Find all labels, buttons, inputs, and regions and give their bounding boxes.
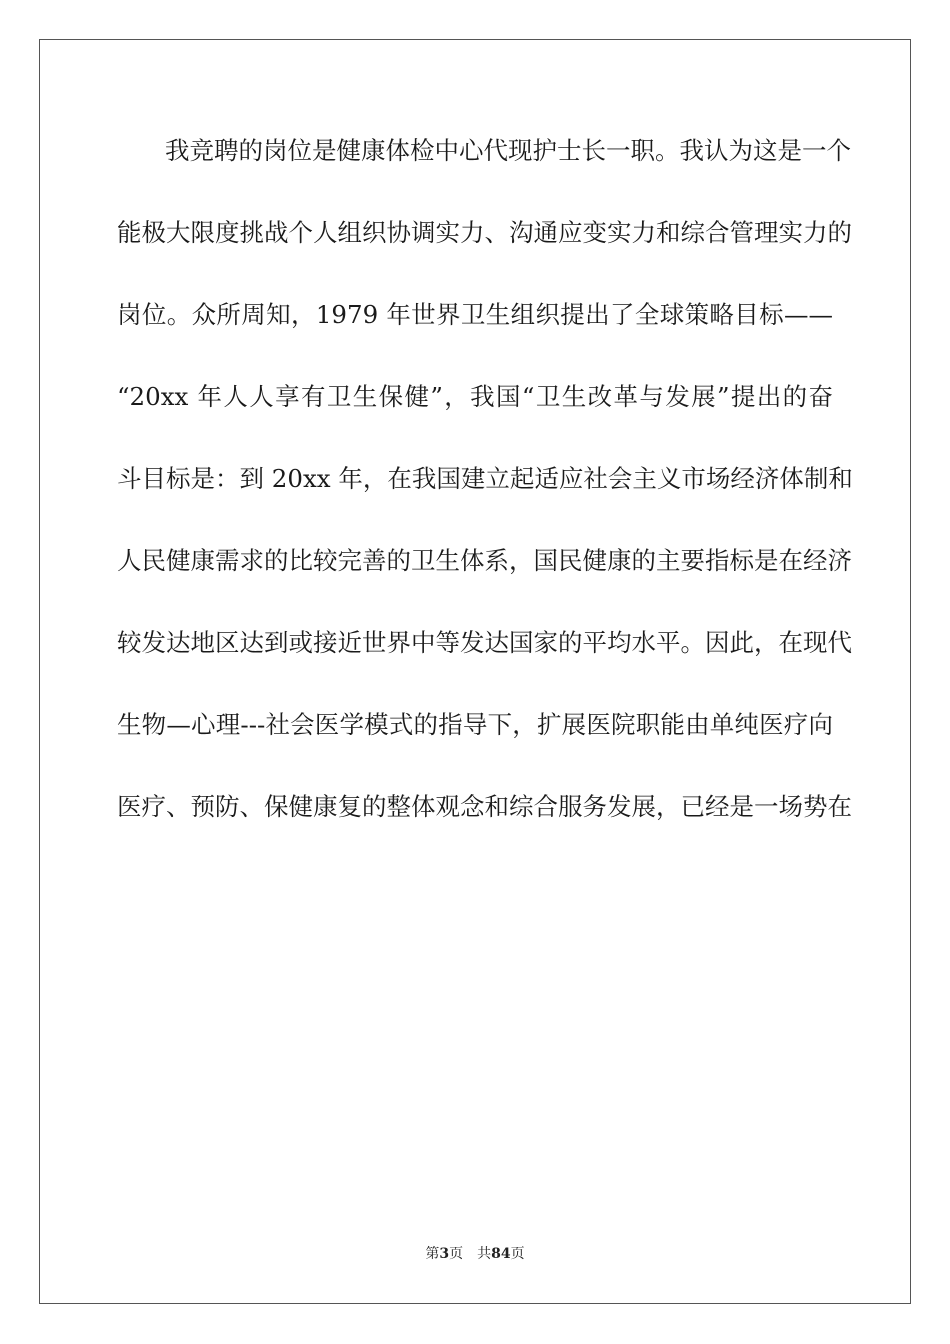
page-suffix: 页 [449,1246,464,1262]
body-line-6: 人民健康需求的比较完善的卫生体系，国民健康的主要指标是在经济 [117,546,852,575]
page-footer [0,1244,950,1264]
total-suffix: 页 [510,1246,525,1262]
total-pages: 84 [491,1246,511,1262]
total-prefix: 共 [477,1246,492,1262]
page-number: 3 [439,1246,450,1262]
body-line-5: 斗目标是：到 20xx 年，在我国建立起适应社会主义市场经济体制和 [117,464,853,493]
body-line-9: 医疗、预防、保健康复的整体观念和综合服务发展，已经是一场势在 [117,792,852,821]
body-line-8: 生物—心理---社会医学模式的指导下，扩展医院职能由单纯医疗向 [117,710,833,739]
page-prefix: 第 [425,1246,440,1262]
body-line-3: 岗位。众所周知，1979 年世界卫生组织提出了全球策略目标—— [117,300,833,329]
body-line-7: 较发达地区达到或接近世界中等发达国家的平均水平。因此，在现代 [117,628,852,657]
body-line-4: “20xx 年人人享有卫生保健”，我国“卫生改革与发展”提出的奋 [117,382,833,411]
body-line-2: 能极大限度挑战个人组织协调实力、沟通应变实力和综合管理实力的 [117,218,852,247]
document-body [117,124,853,862]
body-line-1: 我竞聘的岗位是健康体检中心代现护士长一职。我认为这是一个 [165,136,851,165]
